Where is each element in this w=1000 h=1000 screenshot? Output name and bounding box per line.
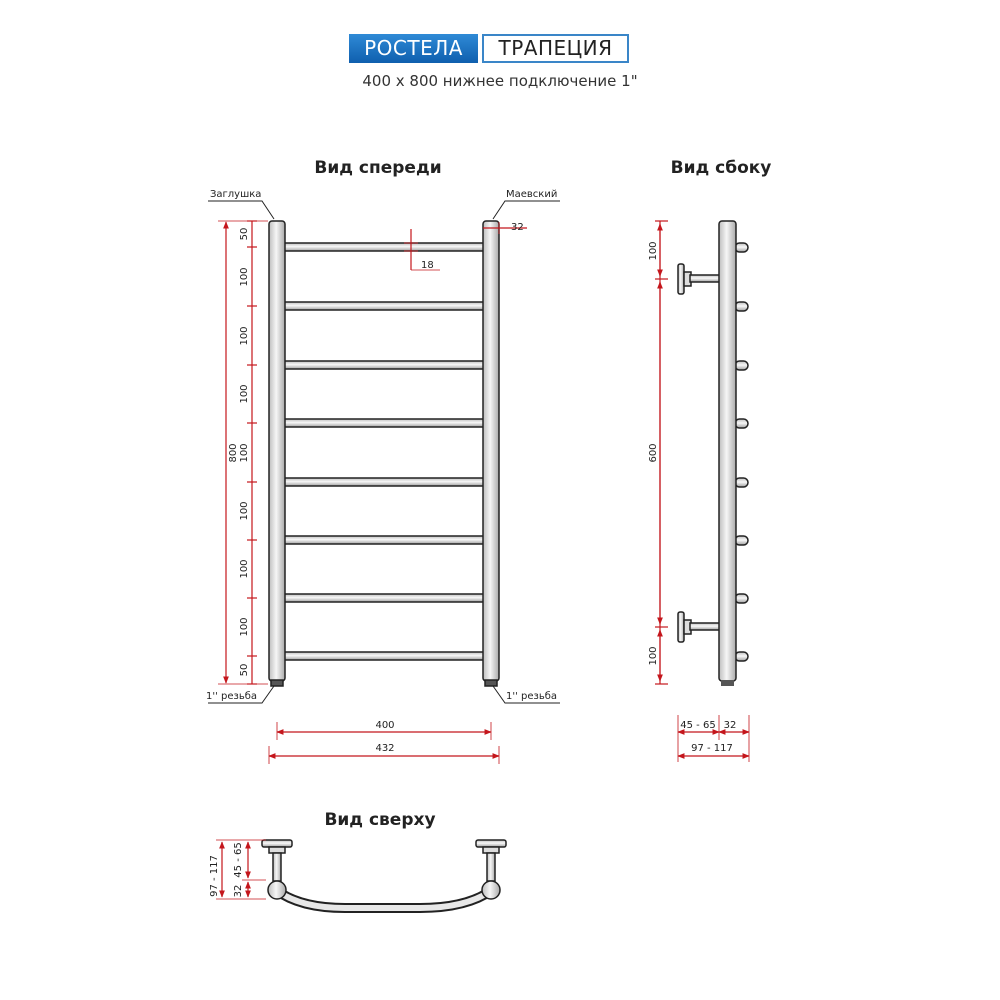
product-subtitle: 400 x 800 нижнее подключение 1" xyxy=(362,72,638,90)
side-brackets xyxy=(678,264,720,642)
front-pipes xyxy=(269,221,499,686)
side-dim-top-100: 100 xyxy=(648,241,659,261)
side-dim-bottom-100: 100 xyxy=(648,646,659,666)
rung xyxy=(281,536,487,544)
brand-name: РОСТЕЛА xyxy=(349,34,478,63)
top-view xyxy=(209,810,506,908)
side-rung-stubs xyxy=(735,243,748,661)
model-name: ТРАПЕЦИЯ xyxy=(482,34,629,63)
left-thread xyxy=(271,680,283,686)
top-dim-offset: 45 - 65 xyxy=(233,842,244,878)
left-pipe xyxy=(269,221,285,681)
thread-label-right: 1'' резьба xyxy=(506,691,558,702)
rung xyxy=(281,419,487,427)
top-dim-pipe: 32 xyxy=(233,884,244,898)
top-dim-total: 97 - 117 xyxy=(209,855,220,897)
dim-step-100: 100 xyxy=(239,559,250,579)
side-dim-pipe: 32 xyxy=(723,720,737,731)
dim-step-100: 100 xyxy=(239,501,250,521)
valve-label: Маевский xyxy=(506,189,558,200)
rung xyxy=(281,652,487,660)
dim-step-100: 100 xyxy=(239,443,250,463)
dim-pipe-32: 32 xyxy=(511,222,524,233)
rung xyxy=(281,594,487,602)
side-dim-600: 600 xyxy=(648,443,659,463)
dim-step-100: 100 xyxy=(239,617,250,637)
top-pipe-left xyxy=(268,881,286,899)
dim-bottom-50: 50 xyxy=(239,663,250,677)
rung xyxy=(281,243,487,251)
side-view xyxy=(648,158,771,762)
dim-rung-18: 18 xyxy=(421,260,434,271)
right-pipe xyxy=(483,221,499,681)
side-dim-total: 97 - 117 xyxy=(691,743,733,754)
side-view-title: Вид сбоку xyxy=(670,158,772,178)
front-view-title: Вид спереди xyxy=(314,158,442,178)
plug-label: Заглушка xyxy=(210,189,262,200)
front-rungs xyxy=(281,243,487,660)
dim-step-100: 100 xyxy=(239,326,250,346)
dim-width-400: 400 xyxy=(375,720,395,731)
dim-step-100: 100 xyxy=(239,384,250,404)
side-pipe xyxy=(719,221,736,681)
right-thread xyxy=(485,680,497,686)
rung xyxy=(281,361,487,369)
top-pipe-right xyxy=(482,881,500,899)
rung xyxy=(281,478,487,486)
side-dim-offset: 45 - 65 xyxy=(680,720,716,731)
dim-height-800: 800 xyxy=(228,443,239,463)
top-view-title: Вид сверху xyxy=(324,810,436,830)
thread-label-left: 1'' резьба xyxy=(206,691,258,702)
dim-width-432: 432 xyxy=(375,743,395,754)
dim-step-100: 100 xyxy=(239,267,250,287)
rung xyxy=(281,302,487,310)
front-view xyxy=(206,158,560,764)
dim-top-50: 50 xyxy=(239,227,250,241)
